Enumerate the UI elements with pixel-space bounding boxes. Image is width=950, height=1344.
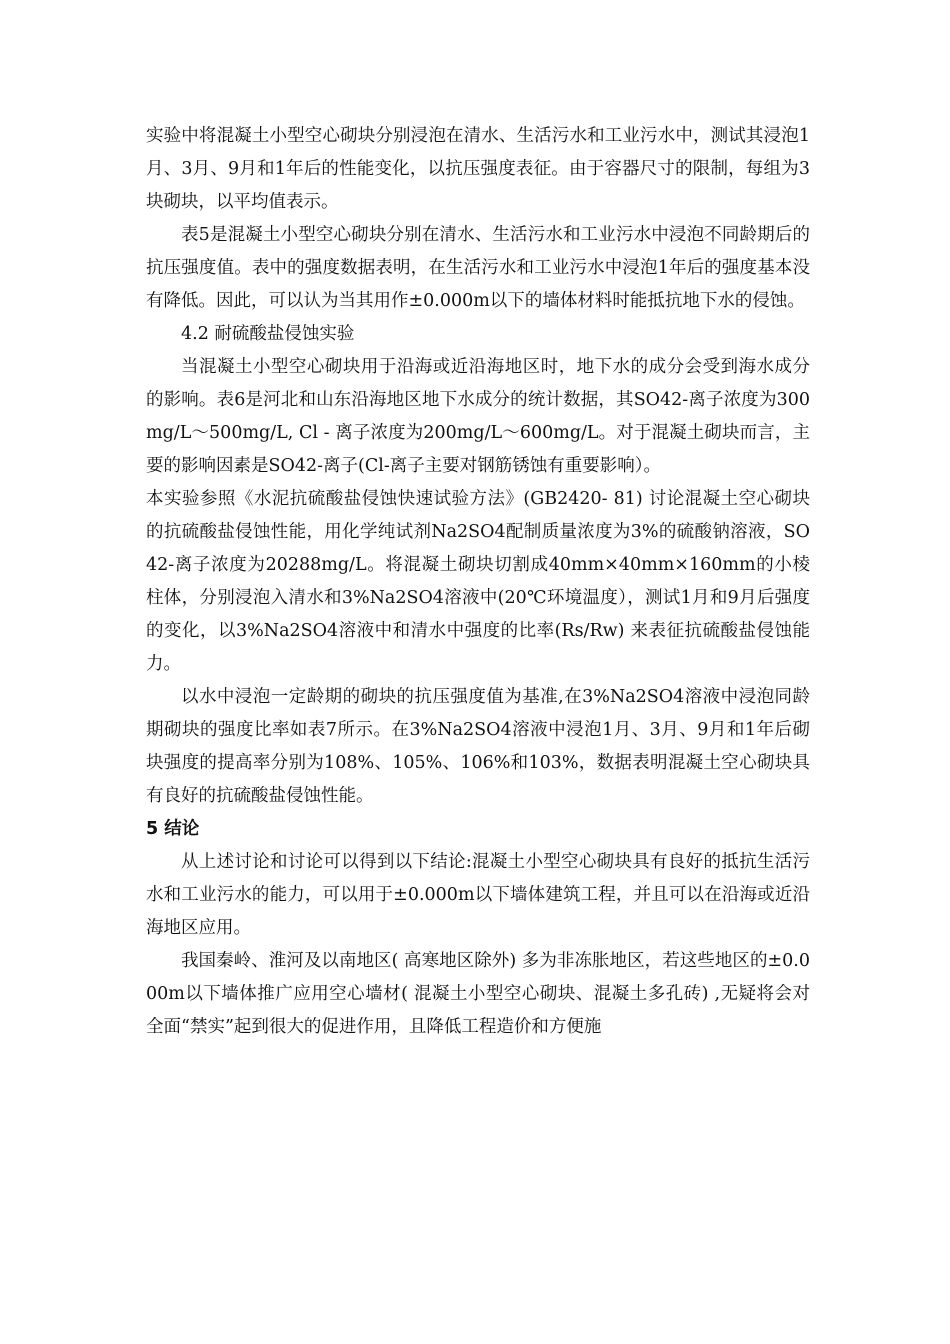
document-page [146, 120, 810, 1044]
paragraph-conclusion-2: 我国秦岭、淮河及以南地区( 高寒地区除外) 多为非冻胀地区，若这些地区的±0.000m以下墙体推广应用空心墙材( 混凝土小型空心砌块、混凝土多孔砖) ,无疑将会对全面“禁实”起到很大的促进作用，且降低工程造价和方便施 [146, 951, 810, 1037]
paragraph-sulfate-test-method: 本实验参照《水泥抗硫酸盐侵蚀快速试验方法》(GB2420- 81) 讨论混凝土空心砌块的抗硫酸盐侵蚀性能，用化学纯试剂Na2SO4配制质量浓度为3%的硫酸钠溶液，SO42-离子浓度为20288mg/L。将混凝土砌块切割成40mm×40mm×160mm的小棱柱体，分别浸泡入清水和3%Na2SO4溶液中(20℃环境温度），测试1月和9月后强度的变化，以3%Na2SO4溶液中和清水中强度的比率(Rs/Rw) 来表征抗硫酸盐侵蚀能力。 [146, 489, 810, 674]
section-heading-conclusion: 5 结论 [146, 819, 200, 839]
paragraph-coastal-groundwater: 当混凝土小型空心砌块用于沿海或近沿海地区时，地下水的成分会受到海水成分的影响。表6是河北和山东沿海地区地下水成分的统计数据，其SO42-离子浓度为300mg/L～500mg/L, Cl - 离子浓度为200mg/L～600mg/L。对于混凝土砌块而言，主要的影响因素是SO42-离子(Cl-离子主要对钢筋锈蚀有重要影响）。 [146, 357, 810, 476]
paragraph-table5-results: 表5是混凝土小型空心砌块分别在清水、生活污水和工业污水中浸泡不同龄期后的抗压强度值。表中的强度数据表明，在生活污水和工业污水中浸泡1年后的强度基本没有降低。因此，可以认为当其用作±0.000m以下的墙体材料时能抵抗地下水的侵蚀。 [146, 225, 810, 311]
paragraph-conclusion-1: 从上述讨论和讨论可以得到以下结论:混凝土小型空心砌块具有良好的抵抗生活污水和工业污水的能力，可以用于±0.000m以下墙体建筑工程，并且可以在沿海或近沿海地区应用。 [146, 852, 810, 938]
section-heading-4-2: 4.2 耐硫酸盐侵蚀实验 [181, 324, 355, 344]
paragraph-test-method: 实验中将混凝土小型空心砌块分别浸泡在清水、生活污水和工业污水中，测试其浸泡1月、3月、9月和1年后的性能变化，以抗压强度表征。由于容器尺寸的限制，每组为3块砌块，以平均值表示。 [146, 126, 810, 212]
paragraph-table7-results: 以水中浸泡一定龄期的砌块的抗压强度值为基准,在3%Na2SO4溶液中浸泡同龄期砌块的强度比率如表7所示。在3%Na2SO4溶液中浸泡1月、3月、9月和1年后砌块强度的提高率分别为108%、105%、106%和103%，数据表明混凝土空心砌块具有良好的抗硫酸盐侵蚀性能。 [146, 687, 810, 806]
